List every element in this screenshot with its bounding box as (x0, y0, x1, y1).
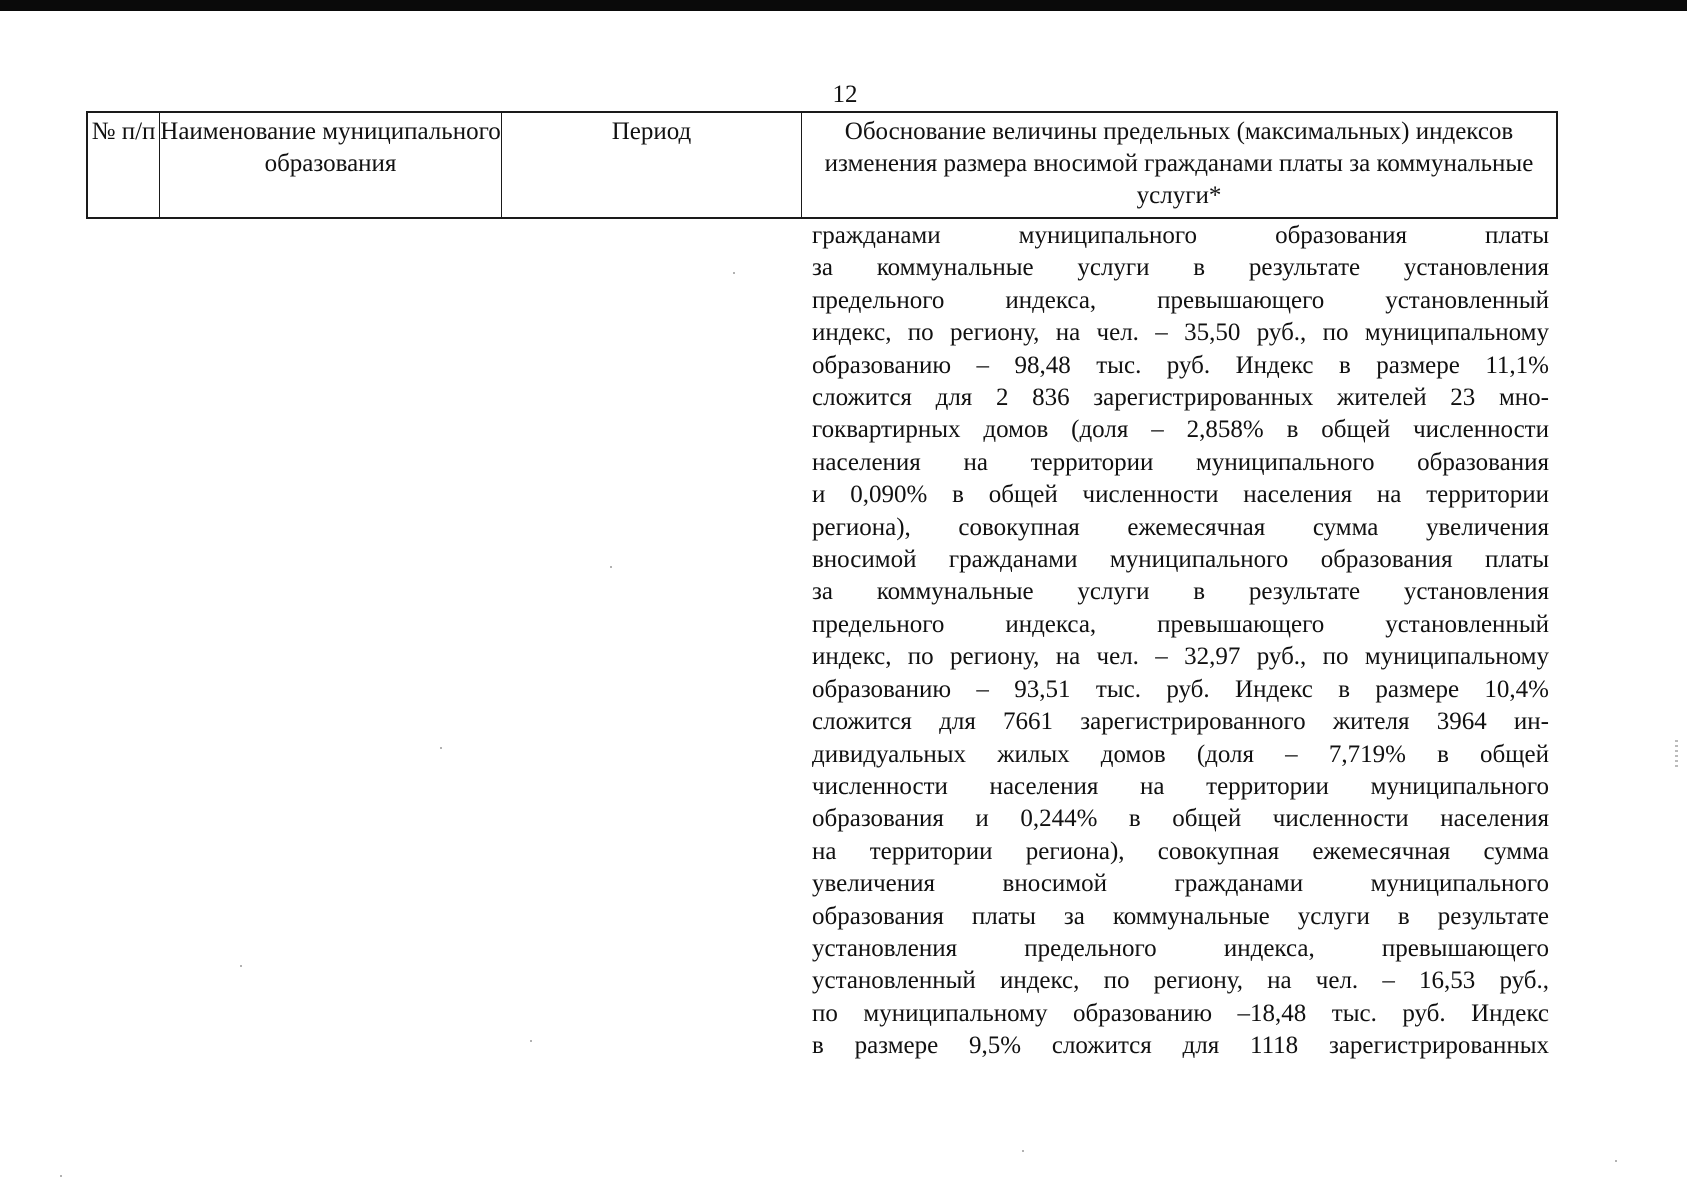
body-text-line: сложится для 2 836 зарегистрированных жителей 23 мно- (812, 384, 1549, 412)
scan-top-border (0, 0, 1687, 11)
body-text-line: численности населения на территории муниципального (812, 772, 1549, 800)
body-text-line: на территории региона), совокупная ежемесячная сумма (812, 837, 1549, 865)
body-text-line: установленный индекс, по региону, на чел. – 16,53 руб., (812, 967, 1549, 995)
column-header-municipality (160, 113, 502, 217)
page-number: 12 (832, 81, 858, 108)
body-text-line: индекс, по региону, на чел. – 35,50 руб., по муниципальному (812, 319, 1549, 347)
body-text-line: предельного индекса, превышающего установленный (812, 610, 1549, 638)
column-header-basis (802, 113, 1556, 217)
scan-speck (60, 1175, 62, 1177)
body-text-line: образования платы за коммунальные услуги в результате (812, 902, 1549, 930)
scan-edge-mark (1675, 740, 1678, 770)
body-text-line: установления предельного индекса, превышающего (812, 934, 1549, 962)
scan-speck (440, 747, 442, 749)
body-text-line: гражданами муниципального образования платы (812, 222, 1549, 249)
scan-speck (733, 272, 735, 274)
column-header-municipality-label: Наименование муниципального образования (160, 118, 501, 177)
scan-speck (1022, 1150, 1024, 1152)
scan-speck (1615, 1160, 1617, 1162)
column-header-period-label: Период (611, 118, 692, 145)
body-text-line: дивидуальных жилых домов (доля – 7,719% в общей (812, 740, 1549, 768)
body-text-line: индекс, по региону, на чел. – 32,97 руб., по муниципальному (812, 643, 1549, 671)
body-text-line: за коммунальные услуги в результате установления (812, 254, 1549, 282)
body-text-line: образованию – 93,51 тыс. руб. Индекс в размере 10,4% (812, 675, 1549, 703)
column-header-number (88, 113, 160, 217)
column-header-period (502, 113, 802, 217)
body-text-line: увеличения вносимой гражданами муниципального (812, 870, 1549, 898)
scan-speck (610, 566, 612, 568)
basis-text-block (812, 220, 1549, 1063)
body-text-line: по муниципальному образованию –18,48 тыс. руб. Индекс (812, 999, 1549, 1027)
column-header-basis-label: Обоснование величины предельных (максимальных) индексов изменения размера вносимой гражданами платы за коммунальные услуги* (824, 118, 1534, 209)
body-text-line: населения на территории муниципального образования (812, 448, 1549, 476)
body-text-line: в размере 9,5% сложится для 1118 зарегистрированных (812, 1032, 1549, 1060)
body-text-line: образования и 0,244% в общей численности населения (812, 805, 1549, 833)
scan-speck (530, 1040, 532, 1042)
body-text-line: за коммунальные услуги в результате установления (812, 578, 1549, 606)
body-text-line: и 0,090% в общей численности населения на территории (812, 481, 1549, 509)
body-text-line: образованию – 98,48 тыс. руб. Индекс в размере 11,1% (812, 351, 1549, 379)
body-text-line: вносимой гражданами муниципального образования платы (812, 546, 1549, 574)
table-header (86, 111, 1558, 219)
body-text-line: гоквартирных домов (доля – 2,858% в общей численности (812, 416, 1549, 444)
body-text-line: региона), совокупная ежемесячная сумма увеличения (812, 513, 1549, 541)
column-header-number-label: № п/п (91, 118, 156, 145)
scan-speck (240, 965, 242, 967)
body-text-line: сложится для 7661 зарегистрированного жителя 3964 ин- (812, 708, 1549, 736)
body-text-line: предельного индекса, превышающего установленный (812, 286, 1549, 314)
